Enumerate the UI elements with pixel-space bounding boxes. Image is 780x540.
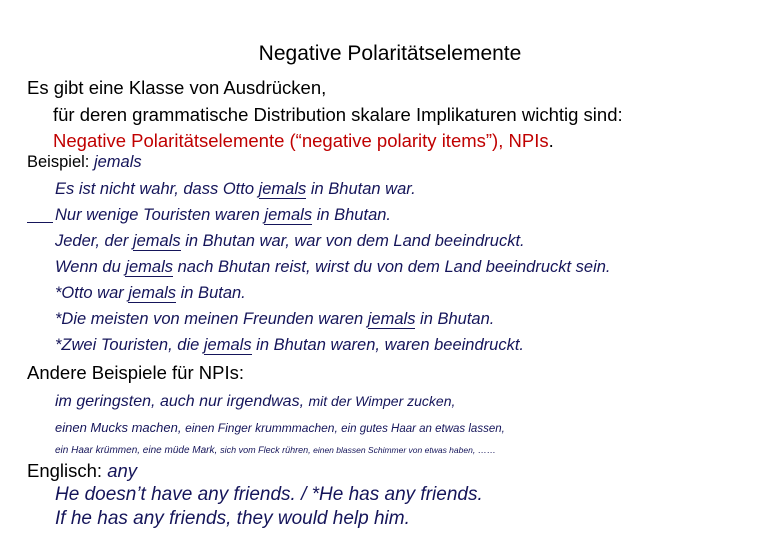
example-sentence (55, 310, 494, 329)
intro-line-2: für deren grammatische Distribution skalare Implikaturen wichtig sind: (53, 104, 623, 125)
example-post: in Bhutan waren, waren beeindruckt. (251, 336, 524, 354)
npi-list-row-3 (55, 440, 496, 458)
example-sentence (55, 336, 524, 355)
example-pre: *Die meisten von meinen Freunden waren (55, 310, 368, 328)
english-example-2: If he has any friends, they would help him. (55, 508, 410, 529)
npi-list-row-2 (55, 419, 505, 437)
intro-line-3 (53, 130, 554, 152)
npi-list-item: , …… (472, 445, 496, 455)
beispiel-heading (27, 153, 142, 172)
intro-period: . (548, 130, 554, 151)
page-title: Negative Polaritätselemente (258, 42, 522, 65)
example-npi-underlined: jemals (264, 206, 313, 224)
npi-list-item: sich vom Fleck rühren, (220, 445, 314, 455)
example-npi-underlined: jemals (128, 284, 177, 302)
example-npi-underlined: jemals (203, 336, 252, 354)
englisch-word: any (107, 460, 138, 481)
npi-definition: Negative Polaritätselemente (“negative polarity items”), NPIs (53, 130, 549, 151)
npi-list-item: einen blassen Schimmer von etwas haben (313, 445, 473, 455)
beispiel-label: Beispiel: (27, 153, 94, 171)
npi-list-item: mit der Wimper zucken, (308, 393, 456, 409)
example-post: nach Bhutan reist, wirst du von dem Land beeindruckt sein. (173, 258, 611, 276)
npi-list-row-1 (55, 393, 455, 411)
example-post: in Bhutan. (415, 310, 495, 328)
npi-list-item: ein Haar krümmen, eine müde Mark, (55, 445, 221, 456)
example-sentence (55, 284, 246, 303)
example-npi-underlined: jemals (125, 258, 174, 276)
example-pre: Nur wenige Touristen waren (55, 206, 265, 224)
english-example-1: He doesn’t have any friends. / *He has any friends. (55, 484, 483, 505)
npi-list-item: einen Finger krummmachen, (185, 421, 342, 435)
npi-list-item: einen Mucks machen, (55, 420, 186, 435)
englisch-heading (27, 460, 137, 482)
example-npi-underlined: jemals (258, 180, 307, 198)
example-pre: *Zwei Touristen, die (55, 336, 204, 354)
andere-heading: Andere Beispiele für NPIs: (27, 362, 244, 383)
englisch-label: Englisch: (27, 460, 108, 481)
example-pre: *Otto war (55, 284, 129, 302)
example-post: in Bhutan war. (306, 180, 416, 198)
example-npi-underlined: jemals (367, 310, 416, 328)
example-post: in Bhutan war, war von dem Land beeindruckt. (180, 232, 525, 250)
example-pre: Wenn du (55, 258, 126, 276)
intro-line-1: Es gibt eine Klasse von Ausdrücken, (27, 77, 327, 98)
example-sentence (55, 258, 611, 277)
beispiel-word: jemals (93, 153, 142, 171)
example-npi-underlined: jemals (132, 232, 181, 250)
example-sentence (55, 180, 416, 199)
example-marker-line (27, 222, 53, 223)
example-post: in Bhutan. (312, 206, 391, 224)
example-pre: Jeder, der (55, 232, 133, 250)
example-sentence (55, 206, 391, 225)
npi-list-item: ein gutes Haar an etwas lassen, (341, 423, 505, 435)
example-pre: Es ist nicht wahr, dass Otto (55, 180, 259, 198)
example-sentence (55, 232, 525, 251)
example-post: in Butan. (176, 284, 246, 302)
npi-list-item: im geringsten, auch nur irgendwas, (55, 393, 309, 410)
